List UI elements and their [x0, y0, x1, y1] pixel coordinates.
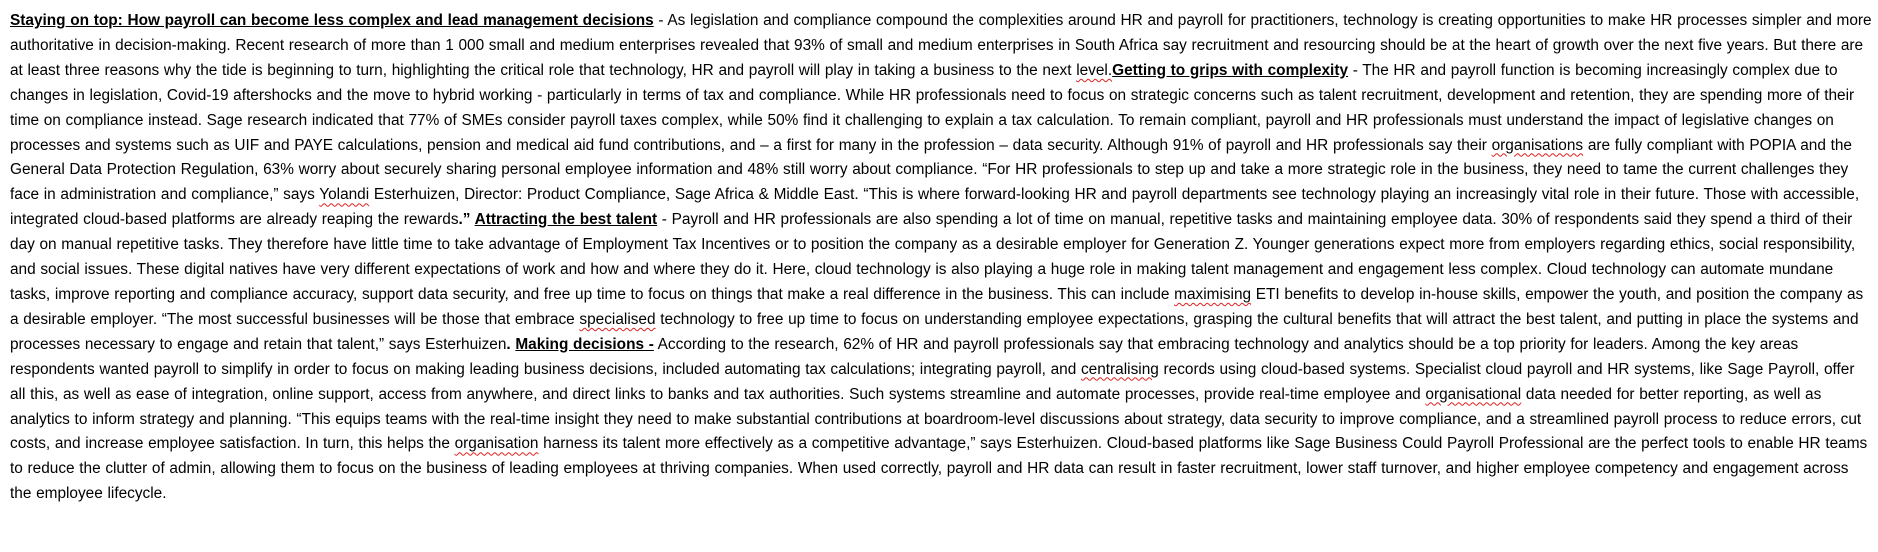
body-text: The HR and payroll function is becoming increasingly complex due to changes in legislation, Covid-19 aftershocks and the move to hybrid working - particularly in terms of tax and compliance. While HR professionals need to focus on strategic concerns such as talent recruitment, development and retention, they are spending more of their time on compliance instead. Sage research indicated that 77% of SMEs consider payroll taxes complex, while 50% find it challenging to explain a tax calculation. To remain compliant, payroll and HR professionals must understand the impact of legislative changes on processes and systems such as UIF and PAYE calculations, pension and medical aid fund contributions, and – a first for many in the profession – data security. Although 91% of payroll and HR professionals say their: [10, 61, 1855, 154]
body-text: ETI benefits to develop in-house skills, empower the youth, and position the company as a desirable employer. “The most successful businesses will be those that embrace: [10, 285, 1864, 328]
section-heading-making-decisions: Making decisions -: [515, 335, 654, 353]
document-body: [10, 9, 1872, 507]
body-text: data needed for better reporting, as well as analytics to inform strategy and planning. “This equips teams with the real-time insight they need to make substantial contributions at boardroom-level discussions about strategy, data security to improve compliance, and a streamlined payroll process to reduce errors, cut costs, and increase employee satisfaction. In turn, this helps the: [10, 385, 1862, 453]
body-text: technology to free up time to focus on understanding employee expectations, grasping the cultural benefits that will attract the best talent, and putting in place the systems and processes necessary to engage and retain that talent,” says Esterhuizen: [10, 310, 1859, 353]
body-text: records using cloud-based systems. Specialist cloud payroll and HR systems, like Sage Payroll, offer all this, as well as ease of integration, online support, access from anywhere, and direct links to banks and tax authorities. Such systems streamline and automate processes, provide real-time employee and: [10, 360, 1855, 403]
spellcheck-flagged-word: level.: [1076, 61, 1113, 79]
spellcheck-flagged-word: Yolandi: [319, 186, 370, 204]
spellcheck-flagged-word: maximising: [1174, 285, 1252, 303]
body-text: Payroll and HR professionals are also spending a lot of time on manual, repetitive tasks and maintaining employee data. 30% of respondents said they spend a third of their day on manual repetitive tasks. They therefore have little time to take advantage of Employment Tax Incentives or to position the company as a desirable employer for Generation Z. Younger generations expect more from employers regarding ethics, social responsibility, and social issues. These digital natives have very different expectations of work and how and where they do it. Here, cloud technology is also playing a huge role in making talent management and engagement less complex. Cloud technology can automate mundane tasks, improve reporting and compliance accuracy, support data security, and free up time to focus on things that make a real difference in the business. This can include: [10, 211, 1856, 303]
spellcheck-flagged-word: organisational: [1425, 385, 1522, 403]
bold-punctuation: .: [506, 335, 516, 353]
body-text: As legislation and compliance compound the complexities around HR and payroll for practitioners, technology is creating opportunities to make HR processes simpler and more authoritative in decision-making. Recent research of more than 1 000 small and medium enterprises revealed that 93% of small and medium enterprises in South Africa say recruitment and resourcing should be at the heart of growth over the next five years. But there are at least three reasons why the tide is beginning to turn, highlighting the critical role that technology, HR and payroll will play in taking a business to the next: [10, 12, 1872, 79]
bold-punctuation: .”: [458, 211, 475, 229]
body-text: According to the research, 62% of HR and payroll professionals say that embracing technology and analytics should be a top priority for leaders. Among the key areas respondents wanted payroll to simplify in order to focus on making leading business decisions, included automating tax calculations; integrating payroll, and: [10, 335, 1799, 378]
spellcheck-flagged-word: centralising: [1080, 360, 1159, 378]
spellcheck-flagged-word: organisations: [1491, 136, 1584, 154]
spellcheck-flagged-word: specialised: [579, 310, 656, 328]
section-heading-getting-to-grips: Getting to grips with complexity: [1112, 61, 1349, 79]
body-text: harness its talent more effectively as a competitive advantage,” says Esterhuizen. Cloud-based platforms like Sage Business Could Payroll Professional are the perfect tools to enable HR teams to reduce the clutter of admin, allowing them to focus on the business of leading employees at thriving companies. When used correctly, payroll and HR data can result in faster recruitment, lower staff turnover, and higher employee competency and engagement across the employee lifecycle.: [10, 435, 1868, 503]
section-heading-attracting-talent: Attracting the best talent: [474, 211, 658, 229]
heading-separator: -: [657, 211, 672, 229]
article-paragraph: [10, 9, 1872, 507]
heading-separator: -: [653, 12, 668, 29]
body-text: are fully compliant with POPIA and the General Data Protection Regulation, 63% worry about securely sharing personal employee information and 48% still worry about compliance. “For HR professionals to step up and take a more strategic role in the business, they need to tame the current challenges they face in administration and compliance,” says: [10, 136, 1852, 204]
body-text: Esterhuizen, Director: Product Compliance, Sage Africa & Middle East. “This is where forward-looking HR and payroll departments see technology playing an increasingly vital role in their future. Those with accessible, integrated cloud-based platforms are already reaping the rewards: [10, 186, 1860, 229]
heading-separator: -: [1348, 61, 1363, 79]
section-heading-staying-on-top: Staying on top: How payroll can become less complex and lead management decisions: [10, 12, 654, 29]
spellcheck-flagged-word: organisation: [454, 435, 539, 453]
